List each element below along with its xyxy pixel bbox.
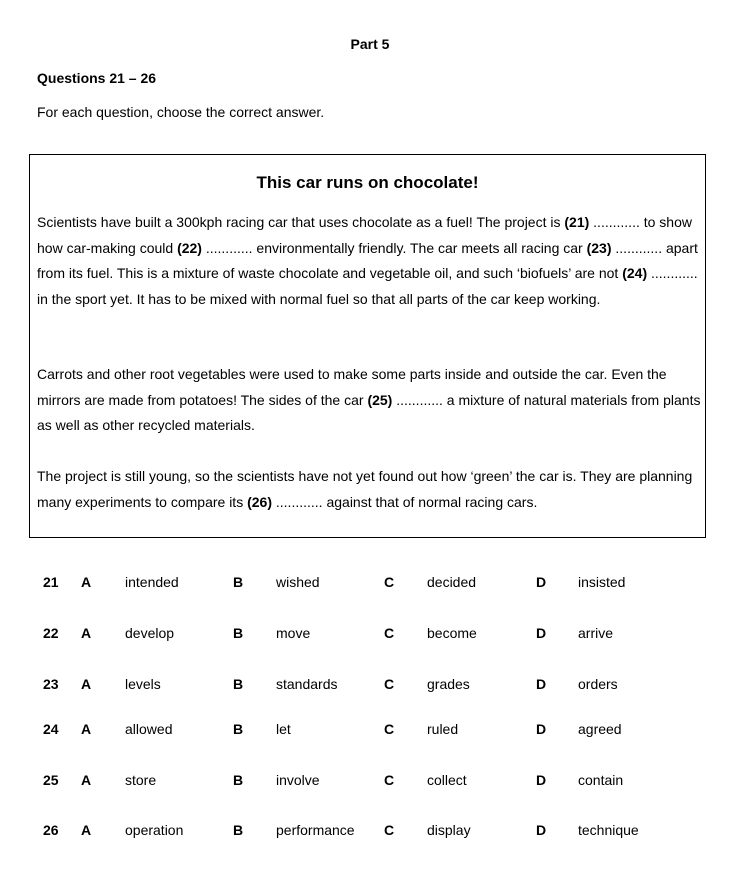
- paragraph-1: Scientists have built a 300kph racing car that uses chocolate as a fuel! The project is (21) ............ to show how car-making could (22) ............ environmentally friendly. The car meets all racing car (23) ............ apart from its fuel. This is a mixture of waste chocolate and vegetable oil, and such ‘biofuels’ are not (24) ............ in the sport yet. It has to be mixed with normal fuel so that all parts of the car keep working.: [37, 214, 698, 307]
- option-letter-a: A: [81, 721, 92, 737]
- option-letter-c: C: [384, 772, 395, 788]
- option-d[interactable]: agreed: [578, 721, 622, 737]
- option-letter-d: D: [536, 772, 547, 788]
- option-c[interactable]: decided: [427, 574, 477, 590]
- option-letter-b: B: [233, 721, 244, 737]
- part-title: Part 5: [350, 36, 390, 52]
- option-b[interactable]: let: [276, 721, 291, 737]
- option-b[interactable]: performance: [276, 822, 355, 838]
- option-letter-a: A: [81, 822, 92, 838]
- question-number: 21: [43, 574, 59, 590]
- gap-23: (23): [586, 239, 612, 256]
- option-letter-a: A: [81, 625, 92, 641]
- option-d[interactable]: technique: [578, 822, 639, 838]
- paragraph-2: Carrots and other root vegetables were used to make some parts inside and outside the car. Even the mirrors are made from potatoes! The sides of the car (25) ............ a mixture of natural materials from plants as well as other recycled materials.: [37, 366, 701, 433]
- option-d[interactable]: insisted: [578, 574, 626, 590]
- instruction: For each question, choose the correct answer.: [37, 104, 325, 120]
- option-letter-c: C: [384, 721, 395, 737]
- option-c[interactable]: grades: [427, 676, 470, 692]
- gap-21: (21): [564, 214, 590, 230]
- option-letter-a: A: [81, 676, 92, 692]
- option-letter-b: B: [233, 676, 244, 692]
- option-c[interactable]: ruled: [427, 721, 459, 737]
- option-letter-b: B: [233, 625, 244, 641]
- option-letter-a: A: [81, 772, 92, 788]
- option-a[interactable]: intended: [125, 574, 179, 590]
- text-title: This car runs on chocolate!: [256, 173, 479, 192]
- option-b[interactable]: wished: [276, 574, 320, 590]
- option-d[interactable]: orders: [578, 676, 618, 692]
- option-letter-b: B: [233, 574, 244, 590]
- option-a[interactable]: develop: [125, 625, 175, 641]
- option-a[interactable]: levels: [125, 676, 161, 692]
- option-b[interactable]: move: [276, 625, 311, 641]
- option-letter-c: C: [384, 676, 395, 692]
- question-number: 23: [43, 676, 59, 692]
- gap-24: (24): [622, 265, 648, 281]
- option-b[interactable]: standards: [276, 676, 338, 692]
- questions-range: Questions 21 – 26: [37, 70, 157, 86]
- option-letter-b: B: [233, 772, 244, 788]
- option-c[interactable]: become: [427, 625, 477, 641]
- option-d[interactable]: arrive: [578, 625, 614, 641]
- question-number: 26: [43, 822, 59, 838]
- option-letter-d: D: [536, 625, 547, 641]
- paragraph-3: The project is still young, so the scientists have not yet found out how ‘green’ the car is. They are planning many experiments to compare its (26) ............ against that of normal racing cars.: [37, 468, 693, 510]
- option-letter-c: C: [384, 822, 395, 838]
- option-letter-c: C: [384, 574, 395, 590]
- question-number: 22: [43, 625, 59, 641]
- option-b[interactable]: involve: [276, 772, 320, 788]
- option-letter-c: C: [384, 625, 395, 641]
- option-letter-d: D: [536, 676, 547, 692]
- option-letter-d: D: [536, 721, 547, 737]
- gap-26: (26): [247, 493, 272, 510]
- gap-22: (22): [177, 239, 202, 256]
- option-a[interactable]: store: [125, 772, 157, 788]
- option-c[interactable]: display: [427, 822, 471, 838]
- option-letter-d: D: [536, 574, 547, 590]
- option-c[interactable]: collect: [427, 772, 467, 788]
- question-number: 24: [43, 721, 59, 737]
- option-a[interactable]: allowed: [125, 721, 173, 737]
- option-letter-a: A: [81, 574, 92, 590]
- question-number: 25: [43, 772, 59, 788]
- option-d[interactable]: contain: [578, 772, 624, 788]
- option-letter-d: D: [536, 822, 547, 838]
- reading-text-box: [29, 154, 706, 538]
- gap-25: (25): [367, 391, 393, 408]
- option-a[interactable]: operation: [125, 822, 184, 838]
- option-letter-b: B: [233, 822, 244, 838]
